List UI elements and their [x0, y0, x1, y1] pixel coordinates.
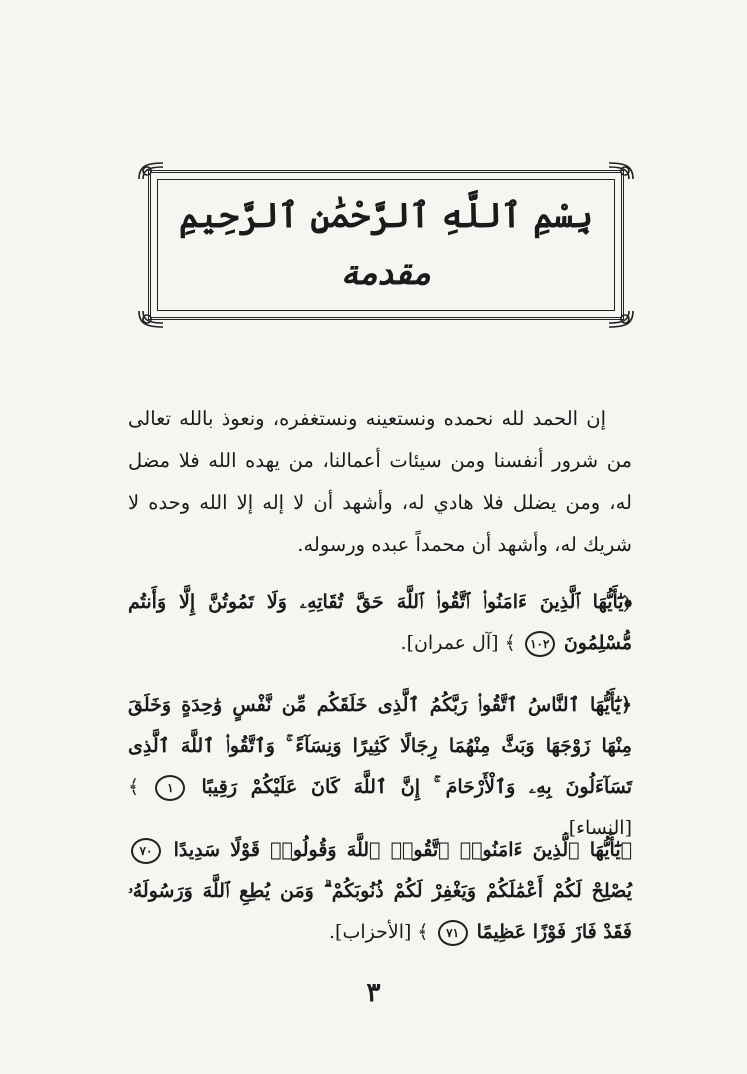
verse-number-marker: ٧١ [438, 920, 468, 946]
verse-text: ﴿يَٰٓأَيُّهَا ٱلَّذِينَ ءَامَنُوا۟ ٱتَّقُوا۟ ٱللَّهَ حَقَّ تُقَاتِهِۦ وَلَا تَمُوتُنَّ إِلَّا وَأَنتُم مُّسْلِمُونَ [128, 591, 632, 654]
intro-paragraph: إن الحمد لله نحمده ونستعينه ونستغفره، ونعوذ بالله تعالى من شرور أنفسنا ومن سيئات أعمالنا، من يهده الله فلا مضل له، ومن يضلل فلا هادي له، وأشهد أن لا إله إلا الله وحده لا شريك له، وأشهد أن محمداً عبده ورسوله. [128, 407, 632, 556]
verse-reference: ﴾ [النساء]. [128, 776, 632, 839]
verse-number-marker: ١٠٢ [525, 631, 555, 657]
quran-verse-1 [128, 582, 632, 664]
quran-verse-2 [128, 685, 632, 849]
verse-reference: ﴾ [الأحزاب]. [329, 921, 429, 943]
verse-reference: ﴾ [آل عمران]. [400, 632, 516, 654]
basmala-heading: بِسْمِ ٱللَّهِ ٱلرَّحْمَٰنِ ٱلرَّحِيمِ [178, 196, 594, 236]
frame-corner-ornament-icon [607, 161, 635, 181]
frame-corner-ornament-icon [607, 309, 635, 329]
intro-text-block [128, 398, 632, 566]
verse-number-marker: ١ [155, 775, 185, 801]
section-title: مقدمة [341, 253, 431, 293]
verse-text: ﴿يَٰٓأَيُّهَا ٱلَّذِينَ ءَامَنُوا۟ ٱتَّقُوا۟ ٱللَّهَ وَقُولُوا۟ قَوْلًا سَدِيدًا [173, 839, 633, 861]
verse-text: ﴿يَٰٓأَيُّهَا ٱلنَّاسُ ٱتَّقُوا۟ رَبَّكُمُ ٱلَّذِى خَلَقَكُم مِّن نَّفْسٍ وَٰحِدَةٍ وَخَلَقَ مِنْهَا زَوْجَهَا وَبَثَّ مِنْهُمَا رِجَالًا كَثِيرًا وَنِسَآءً ۚ وَٱتَّقُوا۟ ٱللَّهَ ٱلَّذِى تَسَآءَلُونَ بِهِۦ وَٱلْأَرْحَامَ ۚ إِنَّ ٱللَّهَ كَانَ عَلَيْكُمْ رَقِيبًا [128, 694, 632, 798]
verse-number-marker: ٧٠ [131, 838, 161, 864]
quran-verse-3 [128, 830, 632, 953]
verse-text-continued: يُصْلِحْ لَكُمْ أَعْمَٰلَكُمْ وَيَغْفِرْ لَكُمْ ذُنُوبَكُمْ ۗ وَمَن يُطِعِ ٱللَّهَ وَرَسُولَهُۥ فَقَدْ فَازَ فَوْزًا عَظِيمًا [128, 880, 632, 943]
frame-corner-ornament-icon [137, 161, 165, 181]
frame-corner-ornament-icon [137, 309, 165, 329]
page-number: ٣ [366, 978, 381, 1008]
title-frame [148, 170, 624, 320]
